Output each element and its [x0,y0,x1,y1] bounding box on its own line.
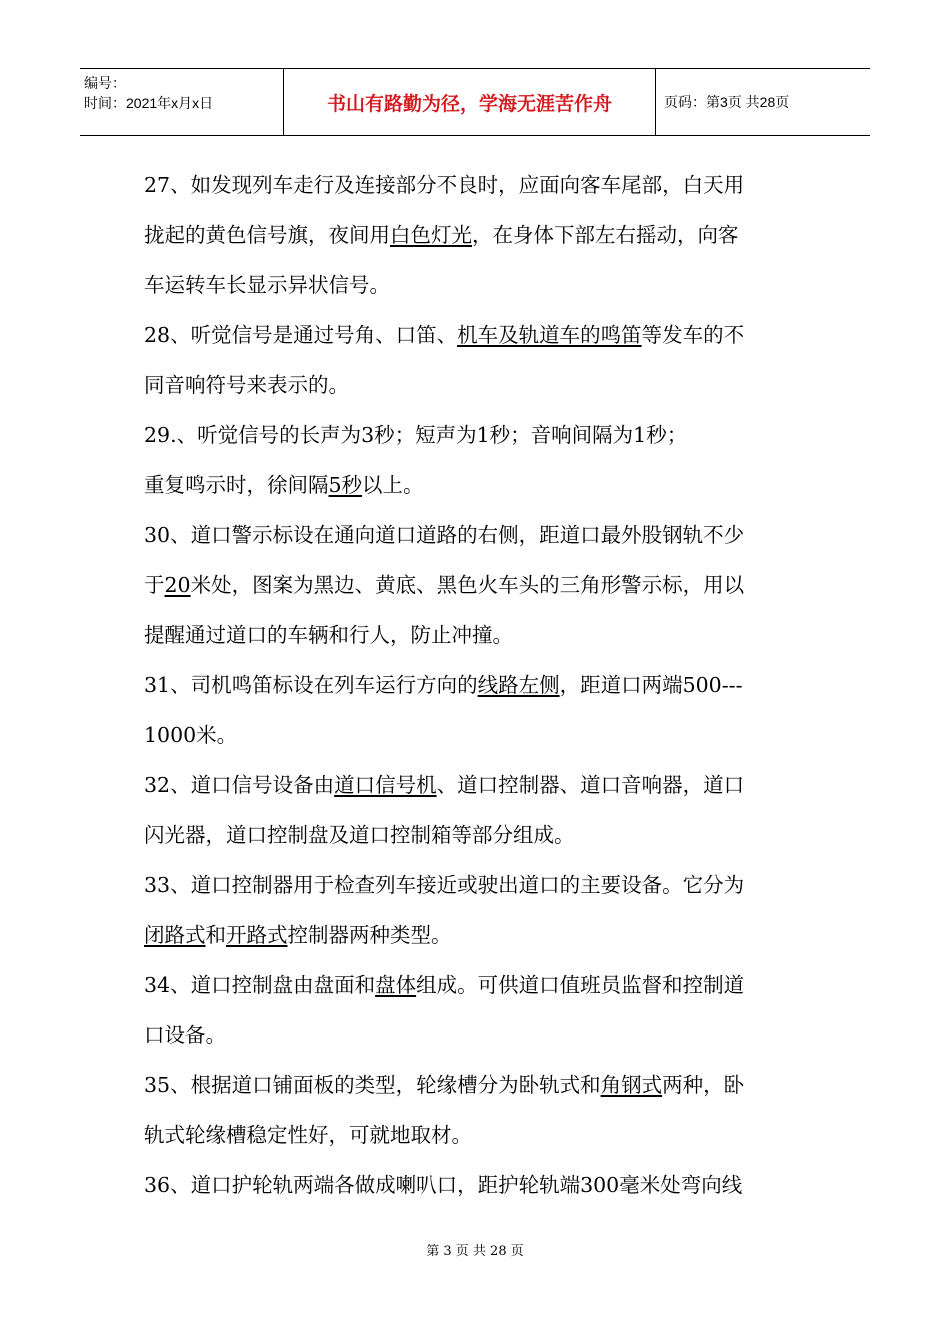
text-segment: 等发车的不 [641,323,745,347]
text-segment: 两种，卧 [662,1073,745,1097]
underlined-answer: 角钢式 [600,1073,663,1097]
paragraph [144,160,808,310]
text-segment: 32、道口信号设备由 [144,773,335,797]
underlined-answer: 5秒 [328,473,363,497]
underlined-answer: 白色灯光 [390,223,472,247]
text-segment: 31、司机鸣笛标设在列车运行方向的 [144,673,478,697]
text-segment: 36、道口护轮轨两端各做成喇叭口，距护轮轨端300毫米处弯向线 [144,1173,743,1197]
header-page-info: 页码：第3页 共28页 [664,94,790,110]
text-line [144,210,808,260]
paragraph [144,1060,808,1160]
text-line [144,160,808,210]
underlined-answer: 盘体 [375,973,417,997]
text-line [144,960,808,1010]
text-line [144,560,808,610]
text-line [144,1010,808,1060]
text-line [144,1060,808,1110]
text-segment: 30、道口警示标设在通向道口道路的右侧，距道口最外股钢轨不少 [144,523,745,547]
text-line [144,1160,808,1210]
text-segment: ，在身体下部左右摇动，向客 [472,223,739,247]
paragraph [144,860,808,960]
paragraph [144,760,808,860]
text-segment: 重复鸣示时，徐间隔 [144,473,329,497]
page-header [80,68,870,136]
text-line [144,510,808,560]
text-line [144,710,808,760]
text-line [144,910,808,960]
paragraph [144,660,808,760]
underlined-answer: 闭路式 [144,923,206,947]
text-line [144,260,808,310]
text-segment: 1000米。 [144,723,238,747]
text-segment: 车运转车长显示异状信号。 [144,273,390,297]
text-segment: 35、根据道口铺面板的类型，轮缘槽分为卧轨式和 [144,1073,601,1097]
underlined-answer: 道口信号机 [334,773,437,797]
text-segment: 29.、听觉信号的长声为3秒；短声为1秒；音响间隔为1秒； [144,423,688,447]
text-segment: 于 [144,573,165,597]
text-segment: 33、道口控制器用于检查列车接近或驶出道口的主要设备。它分为 [144,873,745,897]
text-line [144,1110,808,1160]
text-segment: 、道口控制器、道口音响器，道口 [436,773,745,797]
text-segment: 34、道口控制盘由盘面和 [144,973,376,997]
underlined-answer: 开路式 [226,923,288,947]
document-body [144,160,808,1210]
document-time-label: 时间：2021年x月x日 [84,95,214,111]
text-line [144,610,808,660]
header-info-cell [80,69,283,135]
text-segment: 轨式轮缘槽稳定性好，可就地取材。 [144,1123,472,1147]
text-segment: 同音响符号来表示的。 [144,373,349,397]
text-line [144,760,808,810]
text-segment: 控制器两种类型。 [287,923,452,947]
underlined-answer: 20 [164,573,191,597]
text-segment: 27、如发现列车走行及连接部分不良时，应面向客车尾部，白天用 [144,173,745,197]
text-segment: 闪光器，道口控制盘及道口控制箱等部分组成。 [144,823,575,847]
text-line [144,660,808,710]
text-segment: ，距道口两端500--- [559,673,743,697]
text-segment: 口设备。 [144,1023,226,1047]
paragraph [144,960,808,1060]
text-line [144,810,808,860]
paragraph [144,410,808,510]
text-line [144,410,808,460]
underlined-answer: 线路左侧 [477,673,560,697]
paragraph [144,310,808,410]
text-line [144,310,808,360]
page-footer: 第 3 页 共 28 页 [426,1244,524,1259]
paragraph [144,510,808,660]
text-segment: 提醒通过道口的车辆和行人，防止冲撞。 [144,623,513,647]
document-code-label: 编号： [84,75,126,91]
text-line [144,360,808,410]
paragraph [144,1160,808,1210]
text-line [144,460,808,510]
text-segment: 组成。可供道口值班员监督和控制道 [416,973,745,997]
text-segment: 28、听觉信号是通过号角、口笛、 [144,323,458,347]
underlined-answer: 机车及轨道车的鸣笛 [457,323,642,347]
text-line [144,860,808,910]
text-segment: 米处，图案为黑边、黄底、黑色火车头的三角形警示标，用以 [190,573,745,597]
text-segment: 和 [205,923,226,947]
text-segment: 以上。 [362,473,424,497]
text-segment: 拢起的黄色信号旗，夜间用 [144,223,390,247]
header-motto: 书山有路勤为径，学海无涯苦作舟 [283,69,656,135]
